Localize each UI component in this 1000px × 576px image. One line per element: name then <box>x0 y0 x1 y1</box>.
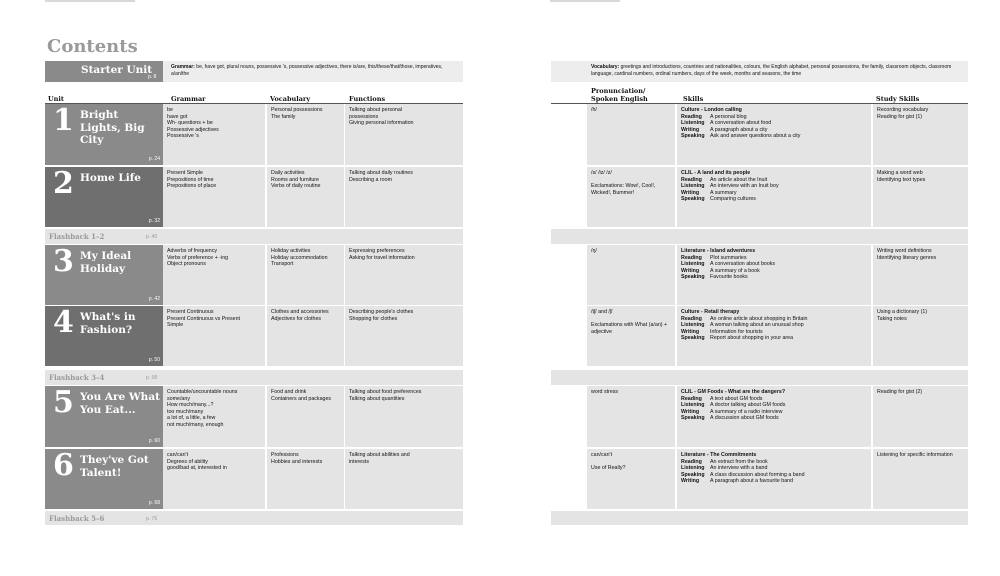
skills-value: An online article about shopping in Britain <box>710 315 808 322</box>
skills-value: Information for tourists <box>710 328 763 335</box>
unit-1-study-skills-line: Reading for gist (1) <box>877 113 923 120</box>
unit-5-functions-line: Talking about food preferences <box>349 389 422 395</box>
starter-pron-spacer <box>551 61 587 82</box>
unit-3-spacer <box>551 245 587 305</box>
skills-key: Listening <box>681 261 705 268</box>
unit-2-study-skills-line: Making a word web <box>877 170 923 176</box>
skills-value: A summary of a book <box>710 267 760 274</box>
unit-4-functions-line: Shopping for clothes <box>349 315 398 322</box>
unit-5-grammar-line: a lot of, a little, a few <box>167 415 216 422</box>
unit-2-vocabulary-line: Daily activities <box>271 170 305 176</box>
unit-4-study-skills <box>873 306 968 366</box>
skills-value: Favourite books <box>710 274 748 281</box>
skills-row <box>681 459 867 466</box>
unit-1-functions-line: Talking about personal <box>349 107 403 113</box>
unit-2-pronunciation <box>587 167 675 227</box>
unit-1-study-skills <box>873 104 968 165</box>
unit-5-grammar-line: some/any <box>167 395 190 402</box>
skills-value: Comparing cultures <box>710 196 756 203</box>
unit-2-study-skills <box>873 167 968 227</box>
unit-title: My Ideal Holiday <box>80 250 132 275</box>
flashback-2-bar-right <box>551 370 968 385</box>
unit-2-pronunciation-line: Wicked!, Bummer! <box>591 189 635 196</box>
skills-key: Listening <box>681 120 705 127</box>
unit-4-study-skills-line: Using a dictionary (1) <box>877 309 928 315</box>
unit-6-grammar-line: good/bad at, interested in <box>167 465 227 472</box>
unit-number: 5 <box>53 385 74 420</box>
unit-4-study-skills-line: Taking notes <box>877 315 907 322</box>
skills-key: Writing <box>681 189 700 196</box>
unit-3-vocabulary-line: Holiday accommodation <box>271 254 328 261</box>
starter-grammar-prefix: Grammar: <box>171 64 195 70</box>
flashback-page: p. 40 <box>146 234 158 240</box>
flashback-label: Flashback 1–2 <box>49 232 105 241</box>
unit-page: p. 24 <box>148 156 160 162</box>
starter-grammar-text: be, have got, plural nouns, possessive 's, possessive adjectives, there is/are, this/these/that/those, imperatives, a/an/the <box>171 64 443 77</box>
skills-value: A class discussion about forming a band <box>710 471 805 478</box>
unit-3-functions-line: Expressing preferences <box>349 248 405 254</box>
unit-6-study-skills-line: Listening for specific information <box>877 452 953 458</box>
unit-4-grammar-line: Present Continuous vs Present <box>167 315 241 322</box>
unit-2-skills <box>677 167 871 227</box>
unit-3-pronunciation <box>587 245 675 305</box>
flashback-page: p. 58 <box>146 375 158 381</box>
skills-value: A personal blog <box>710 113 747 120</box>
flashback-1-bar[interactable] <box>45 229 463 244</box>
unit-4-spacer <box>551 306 587 366</box>
unit-2-grammar <box>163 167 265 227</box>
unit-5-grammar <box>163 386 265 447</box>
unit-6-functions-line: interests <box>349 458 370 465</box>
starter-grammar <box>163 61 463 82</box>
skills-value: Report about shopping in your area <box>710 335 794 342</box>
skills-key: Writing <box>681 408 700 415</box>
unit-2-vocabulary-line: Verbs of daily routine <box>271 183 321 190</box>
unit-1-grammar-line: be <box>167 107 173 113</box>
top-rule-left <box>45 0 135 2</box>
unit-5-vocabulary <box>267 386 344 447</box>
unit-1-functions <box>345 104 463 165</box>
starter-vocab-prefix: Vocabulary: <box>591 64 620 70</box>
header-grammar: Grammar <box>171 95 206 103</box>
unit-4-vocabulary-line: Adjectives for clothes <box>271 315 322 322</box>
skills-row <box>681 409 867 416</box>
skills-row <box>681 329 867 336</box>
unit-5-functions <box>345 386 463 447</box>
unit-1-grammar-line: Possessive adjectives <box>167 126 219 133</box>
unit-1-pronunciation-line: /h/ <box>591 107 597 113</box>
skills-value: A summary of a radio interview <box>710 408 783 415</box>
unit-6-box[interactable] <box>45 449 163 509</box>
skills-value: An interview with an Inuit boy <box>710 183 779 190</box>
unit-3-study-skills-line: Writing word definitions <box>877 248 932 254</box>
unit-number: 2 <box>53 166 74 201</box>
unit-1-grammar <box>163 104 265 165</box>
unit-4-pronunciation-line: /tʃ/ and /ʃ/ <box>591 309 613 315</box>
flashback-1-bar-right <box>551 229 968 244</box>
unit-5-box[interactable] <box>45 386 163 447</box>
unit-4-grammar-line: Simple <box>167 322 184 329</box>
unit-6-grammar <box>163 449 265 509</box>
skills-row <box>681 402 867 409</box>
skills-title: Literature - Island adventures <box>681 248 756 254</box>
flashback-label: Flashback 5–6 <box>49 514 105 523</box>
skills-row <box>681 255 867 262</box>
skills-key: Reading <box>681 315 702 322</box>
unit-3-functions-line: Asking for travel information <box>349 254 415 261</box>
skills-row <box>681 196 867 203</box>
unit-1-skills <box>677 104 871 165</box>
unit-page: p. 32 <box>148 218 160 224</box>
unit-2-grammar-line: Present Simple <box>167 170 203 176</box>
skills-row <box>681 274 867 281</box>
unit-2-pronunciation-line: /s/ /iz/ /z/ <box>591 170 612 176</box>
unit-1-grammar-line: have got <box>167 113 188 120</box>
unit-6-pronunciation-line: can/can't <box>591 452 613 458</box>
unit-6-grammar-line: can/can't <box>167 452 189 458</box>
skills-row <box>681 120 867 127</box>
skills-value: A summary <box>710 189 737 196</box>
header-study-skills: Study Skills <box>876 95 920 103</box>
header-vocabulary: Vocabulary <box>270 95 311 103</box>
skills-row <box>681 316 867 323</box>
unit-4-skills <box>677 306 871 366</box>
unit-4-grammar <box>163 306 265 366</box>
unit-number: 6 <box>53 448 74 483</box>
unit-5-vocabulary-line: Containers and packages <box>271 395 332 402</box>
unit-2-grammar-line: Prepositions of time <box>167 176 214 183</box>
skills-title: Culture - London calling <box>681 107 742 113</box>
skills-key: Listening <box>681 465 705 472</box>
unit-page: p. 50 <box>148 357 160 363</box>
unit-6-grammar-line: Degrees of ability <box>167 458 208 465</box>
skills-key: Listening <box>681 183 705 190</box>
unit-4-pronunciation <box>587 306 675 366</box>
unit-4-pronunciation-line: adjective <box>591 328 612 335</box>
unit-5-study-skills-line: Reading for gist (2) <box>877 389 923 395</box>
unit-6-pronunciation-line: Use of Really? <box>591 465 626 472</box>
unit-5-study-skills <box>873 386 968 447</box>
unit-4-grammar-line: Present Continuous <box>167 309 214 315</box>
skills-row <box>681 396 867 403</box>
unit-title: You Are What You Eat... <box>80 391 160 416</box>
unit-1-functions-line: possessions <box>349 113 379 120</box>
skills-key: Listening <box>681 402 705 409</box>
unit-6-spacer <box>551 449 587 509</box>
unit-3-vocabulary-line: Transport <box>271 261 294 268</box>
starter-vocabulary <box>587 61 968 82</box>
skills-row <box>681 478 867 485</box>
skills-row <box>681 465 867 472</box>
unit-6-vocabulary-line: Hobbies and interests <box>271 458 323 465</box>
unit-4-pronunciation-line: Exclamations with What (a/an) + <box>591 322 668 329</box>
skills-row <box>681 415 867 422</box>
skills-key: Speaking <box>681 133 705 140</box>
skills-row <box>681 127 867 134</box>
unit-5-grammar-line: How much/many...? <box>167 402 214 409</box>
unit-3-study-skills-line: Identifying literary genres <box>877 254 937 261</box>
skills-key: Speaking <box>681 335 705 342</box>
skills-key: Writing <box>681 478 700 485</box>
flashback-3-bar[interactable] <box>45 511 463 525</box>
unit-3-pronunciation-line: /ŋ/ <box>591 248 597 254</box>
unit-2-functions-line: Describing a room <box>349 176 392 183</box>
unit-page: p. 42 <box>148 296 160 302</box>
skills-row <box>681 133 867 140</box>
unit-4-vocabulary-line: Clothes and accessories <box>271 309 329 315</box>
skills-key: Speaking <box>681 415 705 422</box>
skills-value: A paragraph about a city <box>710 126 768 133</box>
skills-row <box>681 268 867 275</box>
skills-title: Literature - The Commitments <box>681 452 757 458</box>
skills-row <box>681 322 867 329</box>
unit-page: p. 68 <box>148 500 160 506</box>
unit-title: Home Life <box>80 172 141 184</box>
unit-2-study-skills-line: Identifying text types <box>877 176 926 183</box>
skills-row <box>681 261 867 268</box>
skills-key: Speaking <box>681 274 705 281</box>
skills-key: Speaking <box>681 471 705 478</box>
unit-2-vocabulary <box>267 167 344 227</box>
skills-row <box>681 114 867 121</box>
unit-3-skills <box>677 245 871 305</box>
skills-key: Writing <box>681 267 700 274</box>
unit-3-grammar-line: Verbs of preference + -ing <box>167 254 229 261</box>
skills-key: Reading <box>681 458 702 465</box>
unit-3-functions <box>345 245 463 305</box>
flashback-page: p. 76 <box>146 516 158 522</box>
unit-6-vocabulary <box>267 449 344 509</box>
unit-6-skills <box>677 449 871 509</box>
unit-5-functions-line: Talking about quantities <box>349 395 405 402</box>
unit-2-pronunciation-line: Exclamations: Wow!, Cool!, <box>591 183 656 190</box>
unit-2-spacer <box>551 167 587 227</box>
flashback-3-bar-right <box>551 511 968 525</box>
page-title: Contents <box>47 36 138 57</box>
unit-1-spacer <box>551 104 587 165</box>
skills-value: An interview with a band <box>710 465 768 472</box>
unit-6-study-skills <box>873 449 968 509</box>
starter-vocab-text: greetings and introductions, countries and nationalities, colours, the English alphabet, personal possessions, the family, classroom objects, classroom language, cardinal numbers, ordinal numbers, days of the week, months and seasons, the time <box>591 64 952 77</box>
unit-5-spacer <box>551 386 587 447</box>
skills-key: Reading <box>681 254 702 261</box>
header-pronunciation: Pronunciation/ Spoken English <box>591 87 648 103</box>
skills-key: Speaking <box>681 196 705 203</box>
unit-title: They've Got Talent! <box>80 454 149 479</box>
unit-1-grammar-line: Wh- questions + be <box>167 120 213 127</box>
unit-5-grammar-line: Countable/uncountable nouns <box>167 389 238 395</box>
skills-key: Writing <box>681 126 700 133</box>
unit-number: 3 <box>53 244 74 279</box>
unit-6-functions-line: Talking about abilities and <box>349 452 410 458</box>
starter-unit-label: Starter Unit <box>81 64 153 76</box>
skills-key: Reading <box>681 176 702 183</box>
skills-title: Culture - Retail therapy <box>681 309 740 315</box>
unit-3-grammar <box>163 245 265 305</box>
unit-6-functions <box>345 449 463 509</box>
skills-value: A discussion about GM foods <box>710 415 779 422</box>
skills-value: A text about GM foods <box>710 395 763 402</box>
skills-title: CLIL - GM Foods - What are the dangers? <box>681 389 786 395</box>
unit-6-pronunciation-line <box>591 459 671 466</box>
header-skills: Skills <box>683 95 704 103</box>
skills-value: Ask and answer questions about a city <box>710 133 801 140</box>
skills-value: A paragraph about a favourite band <box>710 478 794 485</box>
skills-value: A woman talking about an unusual shop <box>710 322 804 329</box>
unit-page: p. 60 <box>148 438 160 444</box>
unit-title: What's in Fashion? <box>80 311 136 336</box>
skills-value: A conversation about books <box>710 261 776 268</box>
flashback-label: Flashback 3–4 <box>49 373 105 382</box>
unit-6-pronunciation <box>587 449 675 509</box>
skills-row <box>681 183 867 190</box>
skills-value: A doctor talking about GM foods <box>710 402 786 409</box>
unit-6-vocabulary-line: Professions <box>271 452 299 458</box>
unit-3-grammar-line: Adverbs of frequency <box>167 248 218 254</box>
unit-2-vocabulary-line: Rooms and furniture <box>271 176 319 183</box>
unit-2-pronunciation-line <box>591 177 671 184</box>
unit-5-vocabulary-line: Food and drink <box>271 389 307 395</box>
top-rule-right <box>550 0 620 2</box>
unit-number: 1 <box>53 103 74 138</box>
unit-1-grammar-line: Possessive 's <box>167 133 199 140</box>
unit-4-functions-line: Describing people's clothes <box>349 309 414 315</box>
unit-1-vocabulary <box>267 104 344 165</box>
unit-5-grammar-line: not much/many, enough <box>167 421 224 428</box>
skills-row <box>681 335 867 342</box>
skills-row <box>681 177 867 184</box>
skills-key: Listening <box>681 322 705 329</box>
unit-5-pronunciation-line: word stress <box>591 389 619 395</box>
skills-value: A conversation about food <box>710 120 772 127</box>
unit-1-pronunciation <box>587 104 675 165</box>
skills-row <box>681 472 867 479</box>
unit-3-vocabulary-line: Holiday activities <box>271 248 311 254</box>
unit-1-vocabulary-line: Personal possessions <box>271 107 323 113</box>
skills-value: An extract from the book <box>710 458 768 465</box>
unit-1-box[interactable] <box>45 104 163 165</box>
unit-5-skills <box>677 386 871 447</box>
skills-value: An article about the Inuit <box>710 176 768 183</box>
unit-2-functions-line: Talking about daily routines <box>349 170 413 176</box>
skills-row <box>681 190 867 197</box>
unit-4-vocabulary <box>267 306 344 366</box>
unit-title: Bright Lights, Big City <box>80 109 145 146</box>
skills-key: Reading <box>681 395 702 402</box>
unit-3-study-skills <box>873 245 968 305</box>
header-functions: Functions <box>349 95 386 103</box>
unit-1-study-skills-line: Recording vocabulary <box>877 107 929 113</box>
starter-unit-page: p. 8 <box>148 74 157 80</box>
unit-2-grammar-line: Prepositions of place <box>167 183 217 190</box>
unit-4-box[interactable] <box>45 306 163 366</box>
flashback-2-bar[interactable] <box>45 370 463 385</box>
unit-3-vocabulary <box>267 245 344 305</box>
unit-5-grammar-line: too much/many <box>167 408 204 415</box>
unit-4-functions <box>345 306 463 366</box>
unit-4-pronunciation-line <box>591 316 671 323</box>
unit-3-box[interactable] <box>45 245 163 305</box>
unit-1-vocabulary-line: The family <box>271 113 296 120</box>
unit-2-functions <box>345 167 463 227</box>
unit-3-grammar-line: Object pronouns <box>167 261 206 268</box>
skills-title: CLIL - A land and its people <box>681 170 751 176</box>
unit-1-functions-line: Giving personal information <box>349 120 414 127</box>
skills-value: Plot summaries <box>710 254 747 261</box>
skills-key: Writing <box>681 328 700 335</box>
header-unit: Unit <box>48 95 64 103</box>
skills-key: Reading <box>681 113 702 120</box>
unit-5-pronunciation <box>587 386 675 447</box>
unit-number: 4 <box>53 305 74 340</box>
unit-2-box[interactable] <box>45 167 163 227</box>
